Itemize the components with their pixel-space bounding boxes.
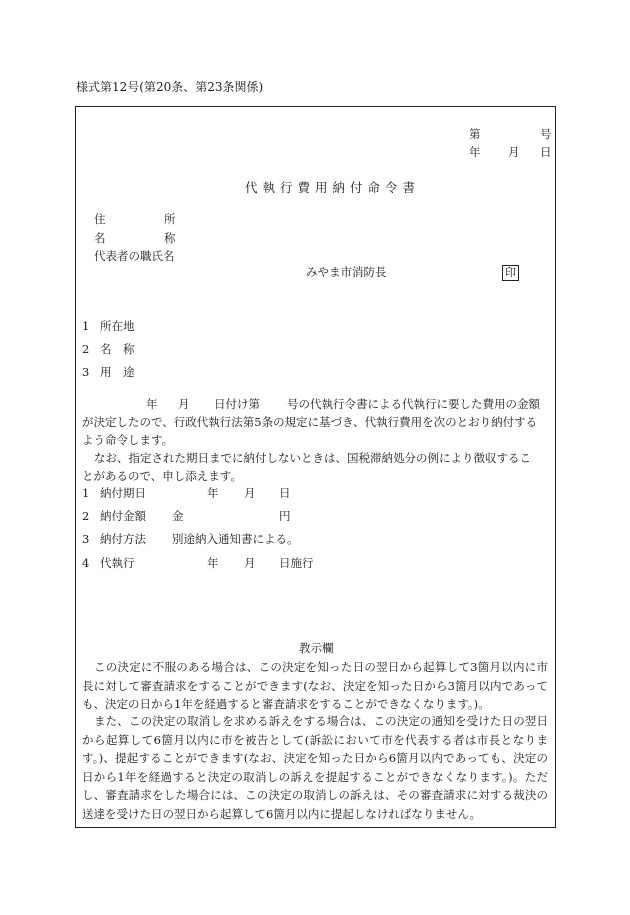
amount-prefix: 金 (172, 509, 184, 523)
amount-label: 納付金額 (100, 509, 146, 523)
notice-heading: 教示欄 (299, 641, 334, 655)
address-label-2: 所 (164, 212, 176, 226)
doc-number-suffix: 号 (540, 127, 552, 141)
seal-mark (502, 265, 519, 281)
amount-number: 2 (82, 509, 90, 523)
due-year: 年 (207, 486, 219, 500)
notice-paragraph-1: この決定に不服のある場合は、この決定を知った日の翌日から起算して3箇月以内に市長に対して審査請求をすることができます(なお、決定を知った日から3箇月以内であっても、決定の日から1年を経過すると審査請求をすることができなくなります。)。 (82, 660, 548, 711)
due-month: 月 (244, 486, 256, 500)
method-number: 3 (82, 532, 90, 546)
item-3-label: 用 途 (100, 365, 135, 379)
date-month: 月 (508, 145, 520, 159)
body-order-text: 号の代執行令書による代執行に要した費用の金額 (287, 397, 540, 411)
exec-year: 年 (207, 556, 219, 570)
body-line-2: が決定したので、行政代執行法第5条の規定に基づき、代執行費用を次のとおり納付する (82, 415, 538, 429)
exec-day: 日施行 (279, 556, 314, 570)
seal-text: 印 (502, 265, 519, 281)
name-label-2: 称 (164, 231, 176, 245)
document-title: 代執行費用納付命令書 (245, 180, 421, 195)
body-line-3: よう命令します。 (82, 433, 174, 447)
method-value: 別途納入通知書による。 (172, 532, 299, 546)
notice-paragraph-2: また、この決定の取消しを求める訴えをする場合は、この決定の通知を受けた日の翌日から起算して6箇月以内に市を被告として(訴訟において市を代表する者は市長となります。)、提起することができます(なお、決定を知った日から6箇月以内であっても、決定の日から1年を経過すると決定の取消しの訴えを提起することができなくなります。)。ただし、審査請求をした場合には、この決定の取消しの訴えは、その審査請求に対する裁決の送達を受けた日の翌日から起算して6箇月以内に提起しなければなりません。 (82, 714, 548, 821)
name-label-1: 名 (94, 231, 106, 245)
body-date-text: 日付け第 (214, 397, 260, 411)
method-label: 納付方法 (100, 532, 146, 546)
body-date-year: 年 (146, 397, 158, 411)
body-line-5: とがあるので、申し添えます。 (82, 469, 242, 483)
form-caption: 様式第12号(第20条、第23条関係) (76, 80, 264, 94)
exec-number: 4 (82, 556, 90, 570)
item-1-label: 所在地 (100, 319, 135, 333)
item-2-label: 名 称 (100, 342, 135, 356)
date-day: 日 (540, 145, 552, 159)
due-day: 日 (279, 486, 291, 500)
due-label: 納付期日 (100, 486, 146, 500)
item-2-number: 2 (82, 342, 90, 356)
amount-unit: 円 (279, 509, 291, 523)
item-3-number: 3 (82, 365, 90, 379)
due-number: 1 (82, 486, 90, 500)
representative-label: 代表者の職氏名 (94, 249, 175, 263)
date-year: 年 (469, 145, 481, 159)
address-label-1: 住 (94, 212, 106, 226)
exec-label: 代執行 (100, 556, 135, 570)
exec-month: 月 (244, 556, 256, 570)
body-line-4: なお、指定された期日までに納付しないときは、国税滞納処分の例により徴収するこ (94, 451, 531, 465)
item-1-number: 1 (82, 319, 90, 333)
body-date-month: 月 (178, 397, 190, 411)
issuer-name: みやま市消防長 (306, 265, 387, 279)
doc-number-prefix: 第 (469, 127, 481, 141)
